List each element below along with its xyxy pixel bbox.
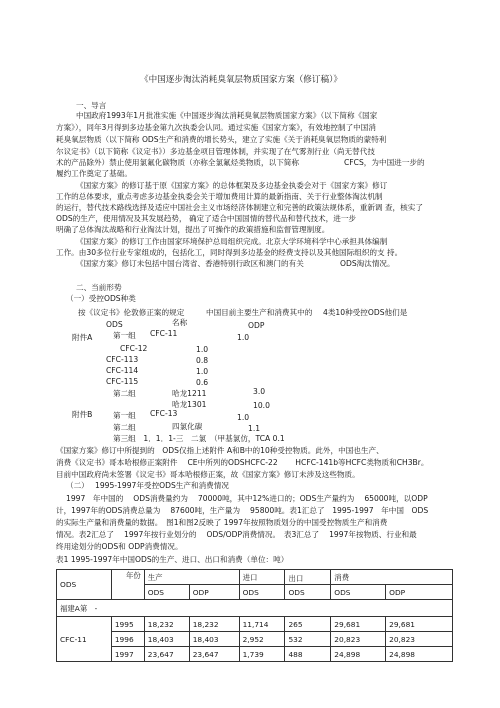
list-header-name: 名称 <box>172 318 188 327</box>
prod-ods-cell: 18,403 <box>144 632 189 647</box>
subheader-odp: ODP <box>189 585 239 600</box>
list-header-ods: ODS <box>106 320 123 329</box>
paragraph-line: 耗臭氧层物质（以下简称 ODS生产和消费的增长势头，建立了实施《关于消耗臭氧层物质的蒙特利 <box>56 135 387 144</box>
list-intro: 4类10种受控ODS他们是 <box>323 308 408 317</box>
substance-name: 哈龙1301 <box>172 400 207 409</box>
subsection-heading: （二） 1995-1997年受控ODS生产和消费情况 <box>66 481 229 490</box>
paragraph-line: 的实际生产量和消费量的数据。 图1和图2反映了 1997年按照物质划分的中国受控物质生产和消费 <box>56 518 388 527</box>
cons-ods-cell: 29,681 <box>331 617 386 632</box>
paragraph-line-tail: ODS淘汰情况。 <box>340 259 395 268</box>
ods-data-table <box>56 569 453 662</box>
table-section-row <box>57 600 453 617</box>
year-cell: 1995 <box>111 617 144 632</box>
paragraph-line: 中国政府1993年1月批准实施《中国逐步淘汰消耗臭氧层物质国家方案》（以下简称《国家 <box>76 111 378 120</box>
odp-value: 0.8 <box>196 356 209 365</box>
section-2-heading: 二、当前形势 <box>76 283 122 292</box>
header-year: 年份 <box>111 570 144 600</box>
import-ods-cell: 11,714 <box>239 617 285 632</box>
prod-odp-cell: 18,232 <box>189 617 239 632</box>
prod-odp-cell: 18,403 <box>189 632 239 647</box>
substance-name: CFC-113 <box>106 355 139 364</box>
subheader-ods: ODS <box>144 585 189 600</box>
paragraph-line: 方案》），同年3月得到多边基金第九次执委会认同。通过实施《国家方案》，有效地控制了中国消 <box>56 123 376 132</box>
table-row <box>57 647 453 662</box>
import-ods-cell: 1,739 <box>239 647 285 662</box>
substance-name: 四氯化碳 <box>172 422 203 431</box>
annex-b-label: 附件B <box>72 410 93 419</box>
paragraph-line: 的运行，替代技术路线选择及适应中国社会主义市场经济体制建立和完善的政策法规体系，重新调 查，核实了 <box>56 203 423 212</box>
odp-value: 1.0 <box>237 333 250 342</box>
prod-ods-cell: 23,647 <box>144 647 189 662</box>
substance-name: CFC-11 <box>150 329 178 338</box>
paragraph-line-tail: CFCS，为中国进一步的 <box>344 158 425 167</box>
substance-name: CFC-114 <box>106 366 139 375</box>
odp-value: 10.0 <box>253 401 270 410</box>
paragraph-line: 《国家方案》修订未包括中国台湾省、香港特别行政区和澳门的有关 <box>76 259 304 268</box>
paragraph-line: 工作。由30多位行业专家组成的，包括化工，同时得到多边基金的经费支持以及其他国际组织的支 持。 <box>56 248 403 257</box>
header-ods: ODS <box>57 570 112 600</box>
group-label: 第一组 <box>113 331 136 340</box>
odp-value: 0.6 <box>196 378 209 387</box>
paragraph-line: 消费《议定书》哥本哈根修正案附件 CE中所列的ODSHCFC-22 HCFC-141b等HCFC类物质和CH3Br。 <box>56 458 429 467</box>
subheader-ods: ODS <box>285 585 331 600</box>
odp-value: 1.1 <box>248 424 261 433</box>
header-consumption: 消费 <box>331 570 453 585</box>
export-ods-cell: 265 <box>285 617 331 632</box>
year-cell: 1996 <box>111 632 144 647</box>
substance-name: CFC-12 <box>120 344 148 353</box>
cons-odp-cell: 20,823 <box>386 632 453 647</box>
paragraph-line: ODS的生产，使用情况及其发展趋势， 确定了适合中国国情的替代品和替代技术，进一步 <box>56 214 357 223</box>
list-header-odp: ODP <box>248 321 265 330</box>
substance-name: CFC-115 <box>106 377 139 386</box>
cons-odp-cell: 29,681 <box>386 617 453 632</box>
list-intro: 中国目前主要生产和消费其中的 <box>206 308 313 317</box>
header-import: 进口 <box>239 570 285 585</box>
paragraph-line: 履约工作奠定了基础。 <box>56 169 132 178</box>
group-label: 第二组 <box>113 423 136 432</box>
export-ods-cell: 532 <box>285 632 331 647</box>
import-ods-cell: 2,952 <box>239 632 285 647</box>
header-export: 出口 <box>285 570 331 585</box>
paragraph-line: 1997 年中国的 ODS消费量约为 70000吨，其中12%进口的；ODS生产量约为 65000吨，以ODP <box>66 494 428 503</box>
substance-name: CFC-13 <box>150 409 178 418</box>
table-row <box>57 632 453 647</box>
cons-odp-cell: 24,898 <box>386 647 453 662</box>
odp-value: 1.0 <box>196 367 209 376</box>
table-header-row <box>57 570 453 585</box>
paragraph-line: 工作的总体要求，重点考虑多边基金执委会关于增加费用计算的最新指南、关于行业整体淘汰机制 <box>56 192 383 201</box>
prod-ods-cell: 18,232 <box>144 617 189 632</box>
substance-cell: CFC-11 <box>57 617 112 662</box>
paragraph-line: 终用途划分的ODS和 ODP消费情况。 <box>56 542 183 551</box>
paragraph-line: 尔议定书》（以下简称《议定书》）多边基金项目管理体制，并实现了在气雾剂行业（尚无替代技 <box>56 147 375 156</box>
subsection-heading: （一）受控ODS种类 <box>66 294 136 303</box>
section-1-heading: 一、导言 <box>76 101 107 110</box>
subheader-ods: ODS <box>331 585 386 600</box>
province-label: 福建A第 - <box>57 600 453 617</box>
paragraph-line: 目前中国政府尚未签署《议定书》哥本哈根修正案，故《国家方案》修订未涉及这些物质。 <box>56 470 360 479</box>
paragraph-line: 《国家方案》修订中所提到的 ODS仅指上述附件 A和B中的10种受控物质。此外，中国也生产、 <box>56 446 384 455</box>
document-title: 《中国逐步淘汰消耗臭氧层物质国家方案（修订稿）》 <box>140 75 342 85</box>
group-label: 第二组 <box>113 389 136 398</box>
cons-ods-cell: 24,898 <box>331 647 386 662</box>
subheader-ods: ODS <box>239 585 285 600</box>
table-row <box>57 617 453 632</box>
odp-value: 1.0 <box>196 345 209 354</box>
paragraph-line: 情况。表2汇总了 1997年按行业划分的 ODS/ODP消费情况。 表3汇总了 1997年按物质、行业和最 <box>56 530 417 539</box>
third-group-line: 第三组 1．1．1-三 二氯 （甲基氯仿，TCA 0.1 <box>113 434 285 443</box>
cons-ods-cell: 20,823 <box>331 632 386 647</box>
header-production: 生产 <box>144 570 239 585</box>
year-cell: 1997 <box>111 647 144 662</box>
paragraph-line: 计，1997年的ODS消费总量为 87600吨，生产量为 95800吨。表1汇总了 1995-1997 年中国 ODS <box>56 506 429 515</box>
paragraph-line: 《国家方案》的修订工作由国家环境保护总局组织完成。北京大学环境科学中心承担具体编制 <box>76 237 388 246</box>
odp-value: 3.0 <box>253 387 266 396</box>
odp-value: 1.0 <box>237 413 250 422</box>
subheader-odp: ODP <box>386 585 453 600</box>
export-ods-cell: 488 <box>285 647 331 662</box>
table-caption: 表1 1995-1997年中国ODS的生产、进口、出口和消费（单位：吨） <box>56 555 289 564</box>
list-intro: 按《议定书》伦敦修正案的规定 <box>78 308 185 317</box>
prod-odp-cell: 23,647 <box>189 647 239 662</box>
group-label: 第一组 <box>113 411 136 420</box>
paragraph-line: 《国家方案》的修订基于原《国家方案》的总体框架及多边基金执委会对于《国家方案》修订 <box>76 181 388 190</box>
substance-name: 哈龙1211 <box>172 389 207 398</box>
paragraph-line: 明确了总体淘汰战略和行业淘汰计划，提出了可操作的政策措施和监督管理制度。 <box>56 225 330 234</box>
annex-a-label: 附件A <box>72 333 93 342</box>
paragraph-line: 术的产品除外）禁止使用氯氟化碳物质（亦称全氯氟烃类物质，以下简称 <box>56 158 299 167</box>
